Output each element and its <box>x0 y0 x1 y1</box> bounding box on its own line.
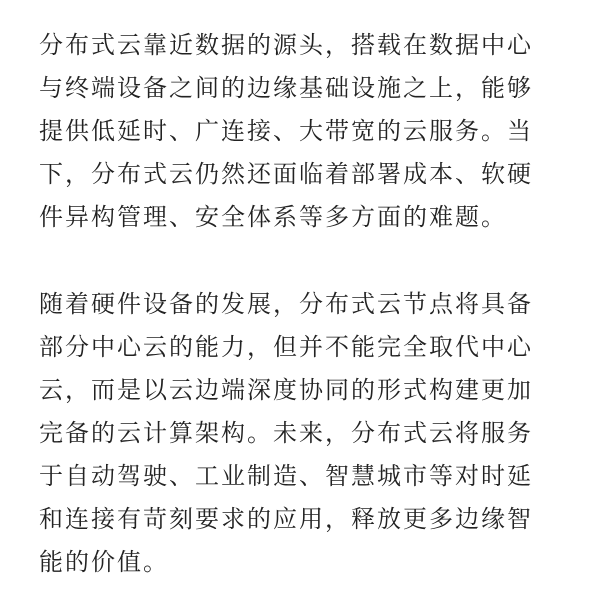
text-line: 与终端设备之间的边缘基础设施之上，能够 <box>39 74 533 102</box>
text-line: 完备的云计算架构。未来，分布式云将服务 <box>39 419 533 447</box>
text-line: 随着硬件设备的发展，分布式云节点将具备 <box>39 290 533 318</box>
paragraph-1 <box>39 24 567 239</box>
paragraph-spacer <box>39 239 600 283</box>
text-line: 分布式云靠近数据的源头，搭载在数据中心 <box>39 31 533 59</box>
text-line: 能的价值。 <box>39 548 169 576</box>
text-line: 部分中心云的能力，但并不能完全取代中心 <box>39 333 533 361</box>
text-line: 下，分布式云仍然还面临着部署成本、软硬 <box>39 160 533 188</box>
text-line: 于自动驾驶、工业制造、智慧城市等对时延 <box>39 462 533 490</box>
text-line: 云，而是以云边端深度协同的形式构建更加 <box>39 376 533 404</box>
text-line: 件异构管理、安全体系等多方面的难题。 <box>39 203 507 231</box>
text-line: 提供低延时、广连接、大带宽的云服务。当 <box>39 117 533 145</box>
text-line: 和连接有苛刻要求的应用，释放更多边缘智 <box>39 505 533 533</box>
paragraph-2 <box>39 283 567 584</box>
